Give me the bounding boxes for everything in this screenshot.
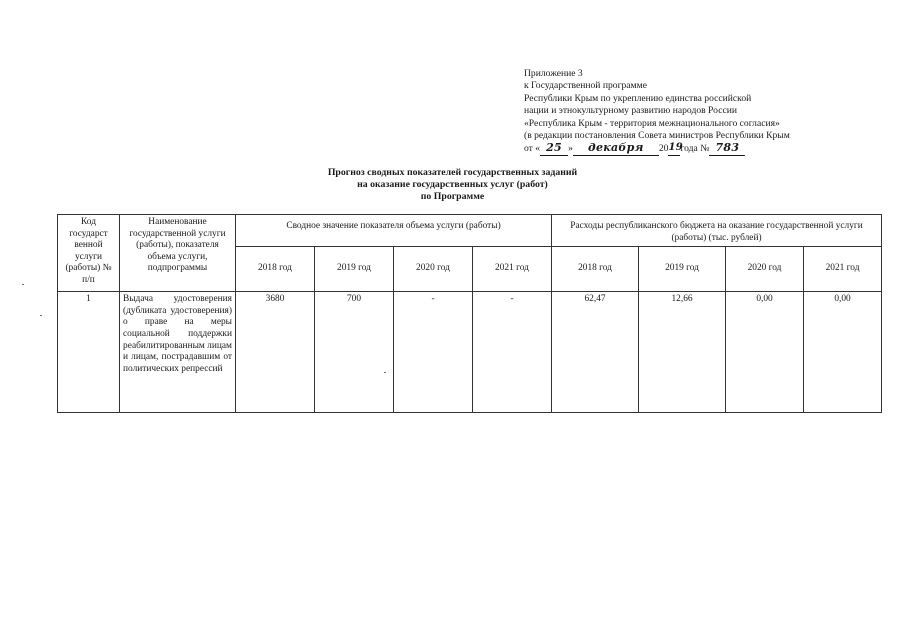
year-word: года №: [680, 143, 710, 155]
handwritten-day: 25: [540, 142, 568, 155]
cell-code: 1: [58, 292, 120, 413]
year-prefix: 20: [658, 143, 669, 155]
header-volume-year: 2021 год: [473, 247, 552, 292]
cell-volume: 700: [315, 292, 394, 413]
handwritten-month: декабря: [573, 142, 659, 155]
appendix-line: (в редакции постановления Совета министров Республики Крым: [524, 130, 790, 142]
table-row: [58, 292, 882, 413]
header-name: Наименование государственной услуги (работы), показателя объема услуги, подпрограммы: [120, 215, 236, 292]
signature-line: [524, 142, 884, 155]
forecast-table: [57, 214, 882, 413]
appendix-line: к Государственной программе: [524, 80, 647, 92]
cell-service-name: Выдача удостоверения (дубликата удостоверения) о праве на меры социальной поддержки реабилитированным лицам и лицам, пострадавшим от политических репрессий: [120, 292, 236, 413]
appendix-line: Республики Крым по укреплению единства российской: [524, 92, 752, 104]
header-volume-group: Сводное значение показателя объема услуги (работы): [236, 215, 552, 247]
cell-budget: 12,66: [639, 292, 726, 413]
appendix-header: [524, 68, 884, 156]
header-budget-year: 2021 год: [804, 247, 882, 292]
cell-volume: 3680: [236, 292, 315, 413]
quote-close: »: [568, 143, 573, 155]
header-budget-year: 2019 год: [639, 247, 726, 292]
header-volume-year: 2018 год: [236, 247, 315, 292]
handwritten-year: 19: [668, 142, 680, 155]
appendix-line: нации и этнокультурному развитию народов России: [524, 105, 737, 117]
header-budget-year: 2018 год: [552, 247, 639, 292]
header-volume-year: 2020 год: [394, 247, 473, 292]
document-title: [0, 167, 905, 203]
from-label: от «: [524, 143, 541, 155]
header-budget-group: Расходы республиканского бюджета на оказание государственной услуги (работы) (тыс. рублей): [552, 215, 882, 247]
cell-volume: -: [473, 292, 552, 413]
scan-speck: [384, 372, 386, 373]
appendix-line: Приложение 3: [524, 68, 583, 79]
cell-budget: 0,00: [726, 292, 804, 413]
title-line-1: Прогноз сводных показателей государственных заданий: [327, 167, 578, 178]
cell-volume: -: [394, 292, 473, 413]
cell-budget: 0,00: [804, 292, 882, 413]
scan-speck: [40, 315, 42, 316]
header-budget-year: 2020 год: [726, 247, 804, 292]
title-line-3: по Программе: [420, 191, 485, 202]
header-row-top: [58, 215, 882, 247]
scan-speck: [22, 284, 24, 285]
title-line-2: на оказание государственных услуг (работ): [357, 179, 548, 190]
appendix-line: «Республика Крым - территория межнационального согласия»: [524, 117, 780, 129]
cell-budget: 62,47: [552, 292, 639, 413]
header-code: Код государст венной услуги (работы) № п/п: [58, 215, 120, 292]
handwritten-number: 783: [709, 142, 745, 155]
header-volume-year: 2019 год: [315, 247, 394, 292]
